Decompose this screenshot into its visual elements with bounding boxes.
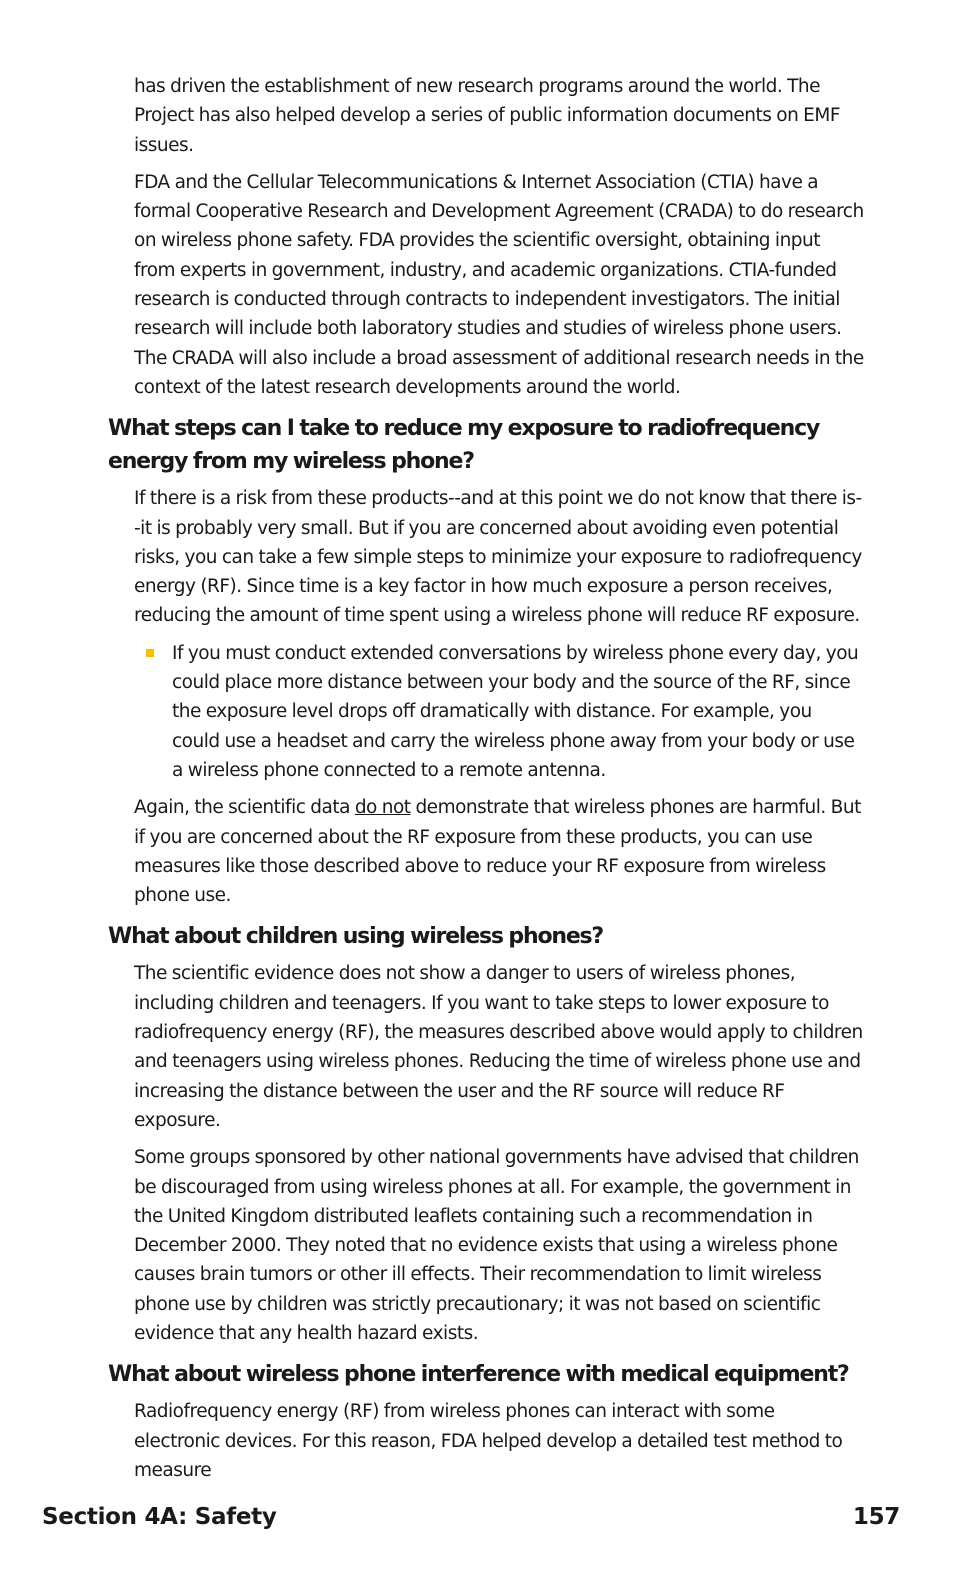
page-content bbox=[0, 72, 954, 1493]
underlined-text: do not bbox=[354, 797, 411, 819]
paragraph-who-project: has driven the establishment of new research programs around the world. The Project has also helped develop a series of public information documents on EMF issues. bbox=[134, 76, 840, 156]
paragraph-other-governments: Some groups sponsored by other national governments have advised that children be discouraged from using wireless phones at all. For example, the government in the United Kingdom distributed leaflets containing such a recommendation in December 2000. They noted that no evidence exists that using a wireless phone causes brain tumors or other ill effects. Their recommendation to limit wireless phone use by children was strictly precautionary; it was not based on scientific evidence that any health hazard exists. bbox=[134, 1147, 859, 1344]
heading-reduce-exposure: What steps can I take to reduce my exposure to radiofrequency energy from my wireless phone? bbox=[108, 416, 820, 475]
paragraph-text: demonstrate that wireless phones are harmful. But if you are concerned about the RF exposure from these products, you can use measures like those described above to reduce your RF exposure from wireless phone use. bbox=[134, 797, 861, 907]
page-number: 157 bbox=[852, 1504, 900, 1530]
section-title: Section 4A: Safety bbox=[42, 1504, 277, 1530]
paragraph-risk-small: If there is a risk from these products--and at this point we do not know that there is--it is probably very small. But if you are concerned about avoiding even potential risks, you can take a few simple steps to minimize your exposure to radiofrequency energy (RF). Since time is a key factor in how much exposure a person receives, reducing the amount of time spent using a wireless phone will reduce RF exposure. bbox=[134, 488, 862, 627]
list-item bbox=[172, 639, 864, 785]
paragraph-rf-devices: Radiofrequency energy (RF) from wireless phones can interact with some electronic devices. For this reason, FDA helped develop a detailed test method to measure bbox=[134, 1401, 843, 1481]
heading-children: What about children using wireless phones? bbox=[108, 924, 603, 950]
square-bullet-icon bbox=[146, 649, 154, 657]
heading-medical-interference: What about wireless phone interference with medical equipment? bbox=[108, 1362, 849, 1388]
bullet-list bbox=[0, 639, 954, 785]
page-footer bbox=[42, 1500, 900, 1534]
paragraph-again-scientific-data bbox=[134, 793, 864, 910]
paragraph-text: Again, the scientific data bbox=[134, 797, 355, 819]
list-item-text: If you must conduct extended conversations by wireless phone every day, you could place more distance between your body and the source of the RF, since the exposure level drops off dramatically with distance. For example, you could use a headset and carry the wireless phone away from your body or use a wireless phone connected to a remote antenna. bbox=[172, 642, 859, 781]
paragraph-fda-ctia-crada: FDA and the Cellular Telecommunications & Internet Association (CTIA) have a formal Cooperative Research and Development Agreement (CRADA) to do research on wireless phone safety. FDA provides the scientific oversight, obtaining input from experts in government, industry, and academic organizations. CTIA-funded research is conducted through contracts to independent investigators. The initial research will include both laboratory studies and studies of wireless phone users. The CRADA will also include a broad assessment of additional research needs in the context of the latest research developments around the world. bbox=[134, 171, 864, 398]
paragraph-scientific-evidence: The scientific evidence does not show a danger to users of wireless phones, including children and teenagers. If you want to take steps to lower exposure to radiofrequency energy (RF), the measures described above would apply to children and teenagers using wireless phones. Reducing the time of wireless phone use and increasing the distance between the user and the RF source will reduce RF exposure. bbox=[134, 963, 863, 1131]
